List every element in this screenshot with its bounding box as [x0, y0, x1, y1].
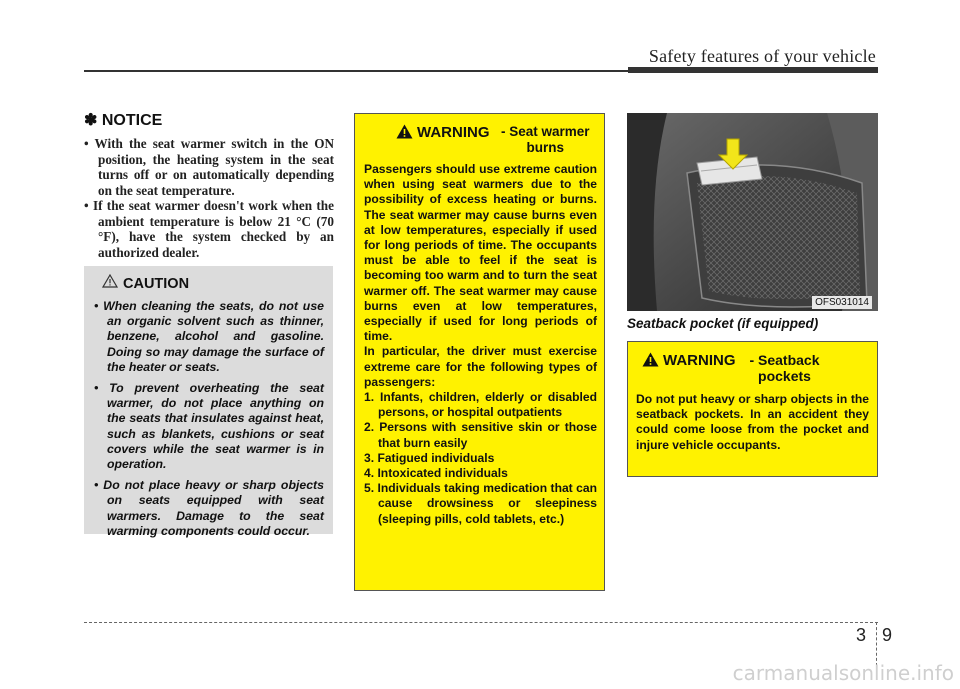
page-number-divider [876, 622, 877, 666]
warning-label: WARNING [417, 124, 490, 141]
caution-triangle-icon [102, 274, 118, 293]
caution-list [94, 299, 324, 539]
warning-passenger-list [364, 390, 597, 527]
warning-paragraph: In particular, the driver must exercise extreme care for the following types of passengers: [364, 344, 597, 389]
warning-seat-warmer-box [354, 113, 605, 591]
photo-code: OFS031014 [812, 296, 872, 309]
warning-triangle-icon [642, 352, 659, 372]
page-number: 9 [882, 625, 893, 645]
warning-list-item: 3. Fatigued individuals [364, 450, 495, 465]
notice-item: • If the seat warmer doesn't work when the ambient temperature is below 21 °C (70 °F), have the system checked by an authorized dealer. [84, 198, 334, 260]
warning-seatback-box [627, 341, 878, 477]
warning-list-item: 4. Intoxicated individuals [364, 466, 508, 481]
warning-list-item: 1. Infants, children, elderly or disabled persons, or hospital outpatients [364, 390, 597, 420]
caution-header [102, 274, 324, 293]
warning-seat-warmer-header [396, 124, 597, 156]
notice-block [84, 110, 334, 260]
photo-caption: Seatback pocket (if equipped) [627, 316, 819, 331]
caution-item: • When cleaning the seats, do not use an organic solvent such as thinner, benzene, alcohol and gasoline. Doing so may damage the surface of the heater or seats. [94, 299, 324, 374]
notice-list [84, 136, 334, 260]
warning-subtitle: - Seat warmer burns [500, 124, 590, 155]
warning-paragraph: Passengers should use extreme caution when using seat warmers due to the possibility of excess heating or burns. The seat warmer may cause burns even at low temperatures, especially if used for long periods of time. The occupants must be able to feel if the seat is becoming too warm and to turn the seat warmer off. The seat warmer may cause burns even at low temperatures, especially if used for long periods of time. [364, 162, 597, 344]
warning-seatback-header [642, 352, 869, 384]
section-title: Safety features of your vehicle [648, 46, 876, 66]
seatback-pocket-photo [627, 113, 878, 311]
caution-item: • To prevent overheating the seat warmer, do not place anything on the seats that insulates against heat, such as blankets, cushions or seat covers while the seat warmer is in operation. [94, 381, 324, 472]
notice-item: • With the seat warmer switch in the ON position, the heating system in the seat turns off or on automatically depending on the seat temperature. [84, 136, 334, 198]
warning-list-item: 5. Individuals taking medication that can cause drowsiness or sleepiness (sleeping pills, cold tablets, etc.) [364, 481, 597, 526]
warning-list-item: 2. Persons with sensitive skin or those that burn easily [364, 420, 597, 450]
caution-box [84, 266, 333, 538]
caution-item: • Do not place heavy or sharp objects on seats equipped with seat warmers. Damage to the seat warming components could occur. [94, 478, 324, 538]
watermark: carmanualsonline.info [732, 661, 954, 685]
seatback-pocket-illustration [627, 113, 878, 311]
warning-paragraph: Do not put heavy or sharp objects in the seatback pockets. In an accident they could come loose from the pocket and injure vehicle occupants. [636, 392, 869, 452]
warning-triangle-icon [396, 124, 413, 144]
chapter-number: 3 [856, 625, 867, 645]
header-rule-accent [628, 67, 878, 73]
warning-label: WARNING [663, 352, 736, 369]
notice-title: ✽ NOTICE [84, 112, 163, 129]
caution-title: CAUTION [123, 275, 190, 292]
footer-rule [84, 622, 878, 623]
warning-subtitle: - Seatback pockets [749, 352, 820, 384]
